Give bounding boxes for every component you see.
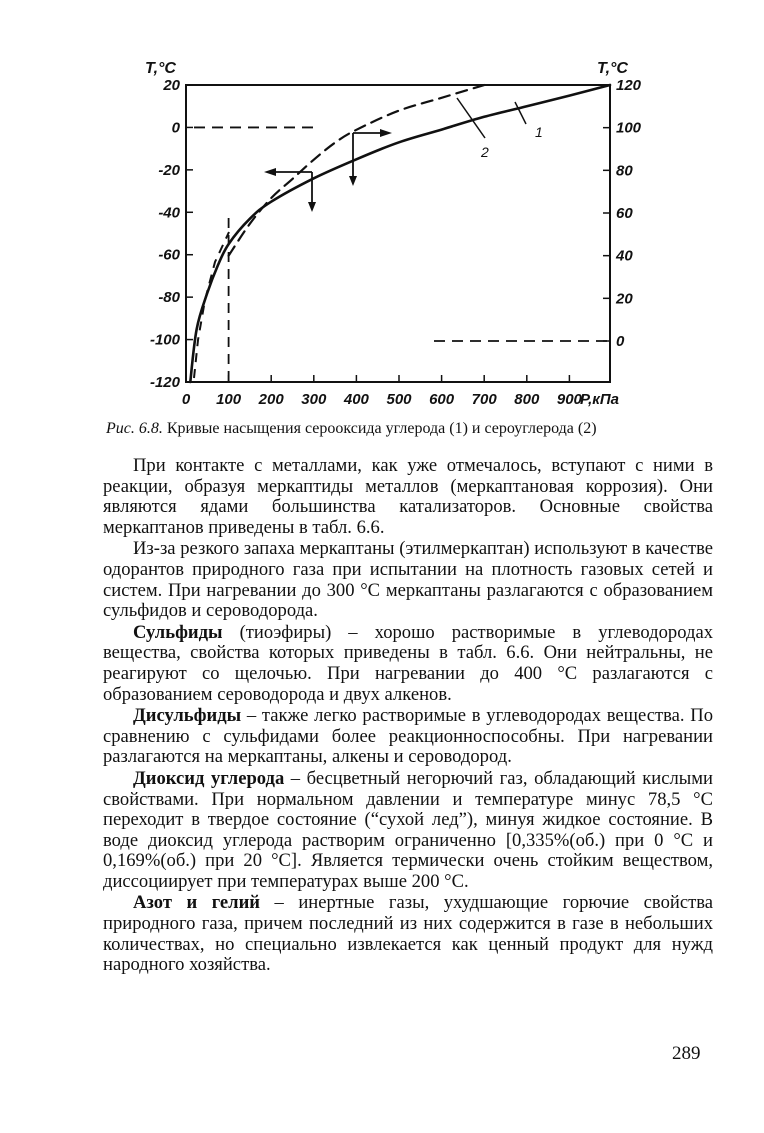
x-axis-unit: P,кПа — [580, 391, 619, 408]
left-tick-label: 20 — [163, 77, 180, 94]
x-tick-label: 800 — [514, 391, 540, 408]
paragraph-nitrogen-helium — [103, 893, 713, 975]
x-tick-label: 0 — [181, 391, 191, 408]
term-disulfides: Дисульфиды — [133, 705, 242, 727]
disulfides-text: – также легко растворимые в углеводородах вещества. По сравнению с сульфидами более реакционноспособны. При нагревании разлагаются на меркаптаны, алкены и сероводород. — [103, 705, 713, 768]
leader-curve-1 — [515, 102, 526, 124]
right-tick-label: 100 — [616, 119, 642, 137]
saturation-curves-figure — [0, 0, 764, 440]
paragraph-carbon-dioxide — [103, 769, 713, 893]
arrow-down-400-head — [349, 176, 357, 186]
right-tick-label: 0 — [616, 333, 625, 350]
term-nitrogen-helium: Азот и гелий — [133, 892, 261, 914]
series-2-line — [229, 85, 485, 256]
right-axis-title: T,°C — [597, 60, 628, 77]
x-tick-label: 600 — [429, 391, 455, 408]
x-tick-label: 900 — [556, 391, 582, 408]
x-tick-label: 400 — [343, 391, 369, 408]
right-tick-label: 40 — [616, 247, 633, 265]
caption-label: Рис. 6.8. — [106, 420, 163, 437]
sulfides-text: (тиоэфиры) – хорошо растворимые в углеводородах вещества, свойства которых приведены в табл. 6.6. Они нейтральны, не реагируют со щелочью. При нагревании до 400 °С разлагаются с образованием сероводорода и двух алкенов. — [103, 621, 713, 705]
left-tick-label: -20 — [158, 161, 180, 179]
x-tick-label: 100 — [216, 391, 242, 408]
body-text — [103, 456, 713, 977]
paragraph-sulfides — [103, 623, 713, 705]
term-carbon-dioxide: Диоксид углерода — [133, 767, 285, 789]
left-tick-label: -100 — [149, 331, 180, 349]
curve-label-2: 2 — [481, 144, 489, 160]
term-sulfides: Сульфиды — [133, 621, 223, 643]
left-tick-label: -40 — [158, 204, 180, 222]
left-tick-label: -120 — [149, 374, 180, 391]
arrow-right-head — [380, 129, 392, 137]
caption-text: Кривые насыщения серооксида углерода (1) и сероуглерода (2) — [162, 420, 597, 437]
paragraph-mercaptans-reactions: При контакте с металлами, как уже отмечалось, вступают с ними в реакции, образуя меркаптиды металлов (меркаптановая коррозия). Они являются ядами большинства катализаторов. Основные свойства меркаптанов приведены в табл. 6.6. — [103, 455, 713, 538]
right-tick-label: 120 — [616, 77, 642, 94]
left-axis-title: T,°C — [145, 60, 176, 77]
x-tick-label: 700 — [471, 391, 497, 408]
arrow-down-300-head — [308, 202, 316, 212]
plot-frame — [186, 85, 610, 382]
chart-svg — [0, 0, 764, 420]
right-tick-label: 80 — [616, 162, 633, 180]
paragraph-disulfides — [103, 706, 713, 768]
left-tick-label: -80 — [158, 289, 180, 307]
curve-label-1: 1 — [535, 124, 543, 140]
paragraph-odorants: Из-за резкого запаха меркаптаны (этилмеркаптан) используют в качестве одорантов природного газа при испытании на плотность газовых сетей и систем. При нагревании до 300 °С меркаптаны разлагаются с образованием сульфидов и сероводорода. — [103, 538, 713, 622]
figure-caption — [106, 420, 706, 438]
arrow-left-head — [264, 168, 276, 176]
left-tick-label: 0 — [171, 119, 180, 137]
x-tick-label: 500 — [386, 391, 412, 408]
right-tick-label: 60 — [616, 205, 633, 222]
carbon-dioxide-text: – бесцветный негорючий газ, обладающий кислыми свойствами. При нормальном давлении и температуре минус 78,5 °С переходит в твердое состояние (“сухой лед”), минуя жидкое состояние. В воде диоксид углерода растворим ограниченно [0,335%(об.) при 0 °С и 0,169%(об.) при 20 °С]. Является термически очень стойким веществом, диссоциирует при температурах выше 200 °С. — [103, 767, 713, 892]
left-tick-label: -60 — [158, 246, 180, 264]
page-number: 289 — [672, 1043, 701, 1064]
series-1-line — [190, 85, 610, 382]
x-tick-label: 200 — [258, 391, 284, 408]
nitrogen-helium-text: – инертные газы, ухудшающие горючие свойства природного газа, причем последний из них содержится в газе в небольших количествах, но специально извлекается как ценный продукт для нужд народного хозяйства. — [103, 892, 713, 976]
right-tick-label: 20 — [616, 290, 633, 308]
x-tick-label: 300 — [301, 391, 327, 408]
